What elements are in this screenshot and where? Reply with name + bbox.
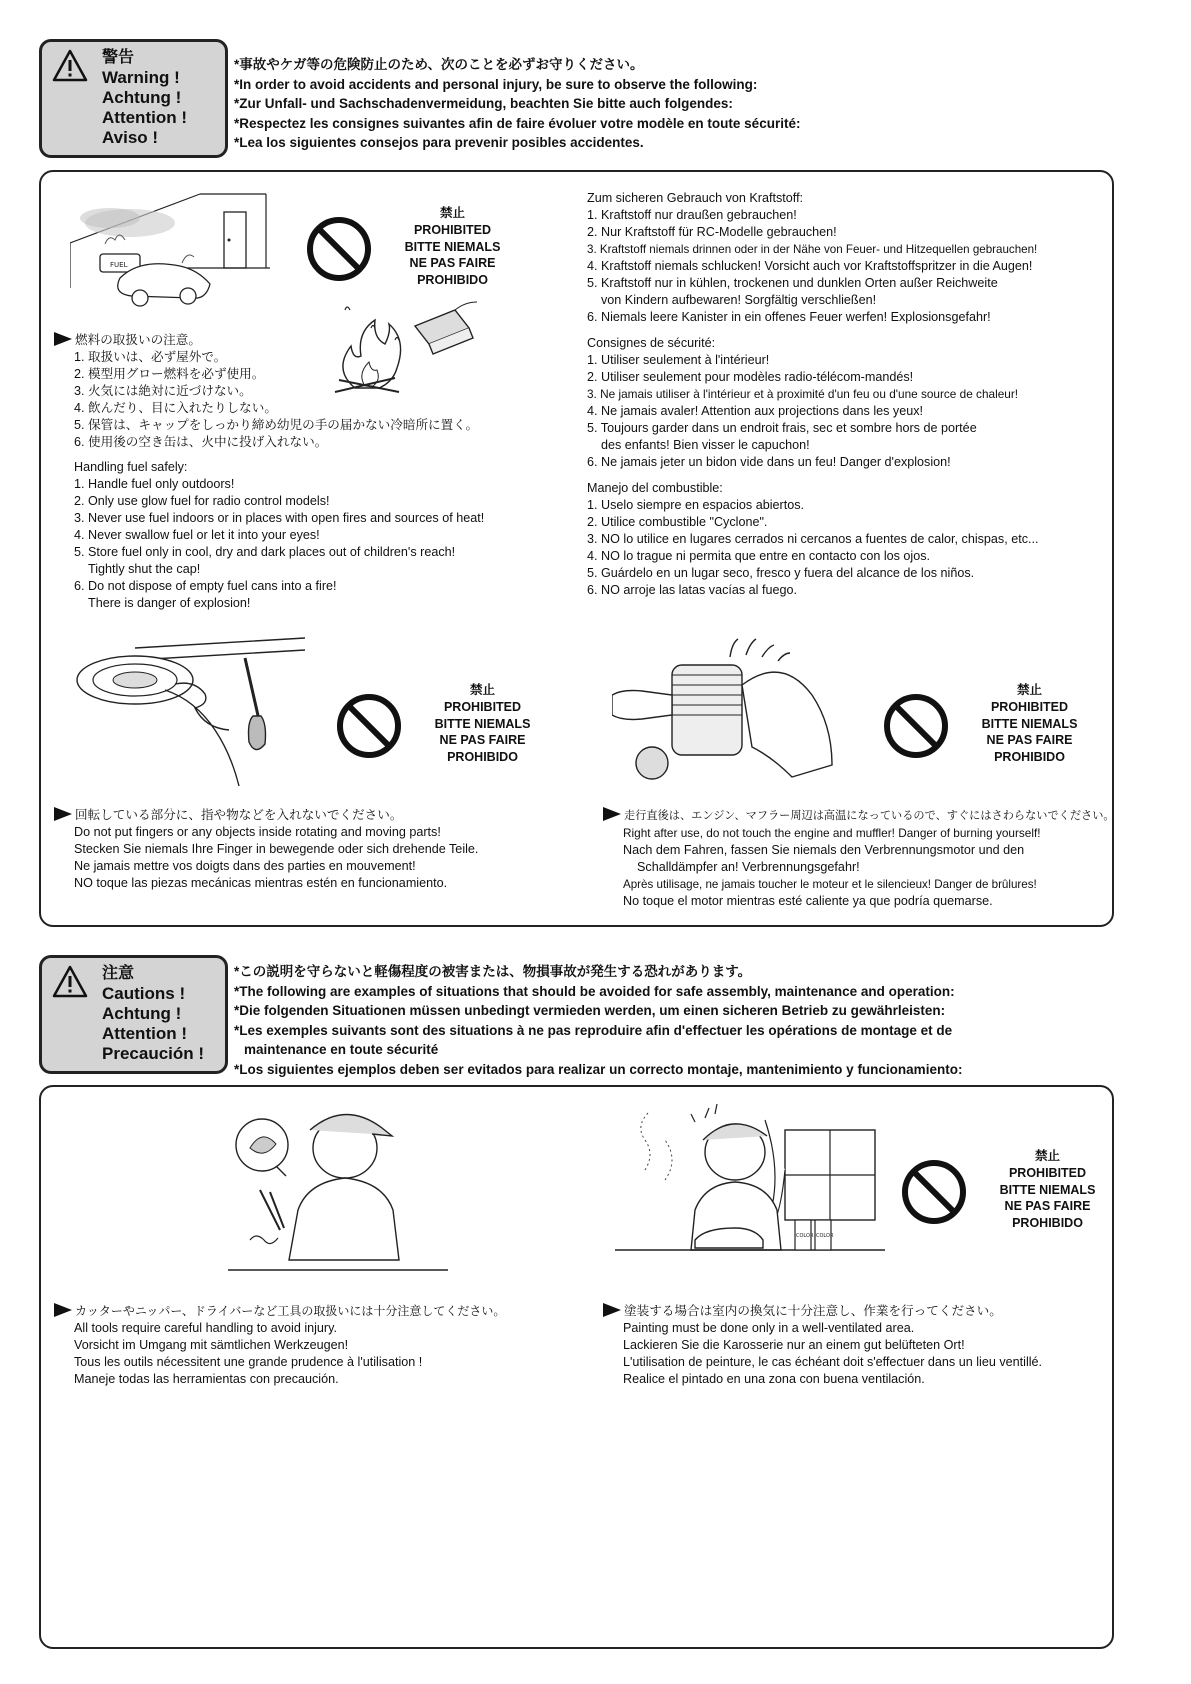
fuel-es-title: Manejo del combustible:: [587, 481, 723, 495]
prohibited-jp: 禁止: [469, 683, 495, 697]
caution-line: *この説明を守らないと軽傷程度の被害または、物損事故が発生する恐れがあります。: [234, 964, 752, 979]
hot-engine-en: Right after use, do not touch the engine and muffler! Danger of burning yourself!: [623, 826, 1041, 840]
hot-engine-de-cont: Schalldämpfer an! Verbrennungsgefahr!: [637, 860, 860, 874]
fuel-en-item: 5. Store fuel only in cool, dry and dark places out of children's reach!: [74, 545, 456, 559]
painting-es: Realice el pintado en una zona con buena ventilación.: [623, 1372, 925, 1386]
fuel-en-item: 2. Only use glow fuel for radio control models!: [74, 494, 330, 508]
caution-line: *Die folgenden Situationen müssen unbedingt vermieden werden, um einen sicheren Betrieb zu gewährleisten:: [234, 1003, 946, 1018]
caution-line: *Les exemples suivants sont des situations à ne pas reproduire afin d'effectuer les opérations de montage et de: [234, 1022, 953, 1038]
prohibited-jp: 禁止: [439, 206, 465, 220]
painting-de: Lackieren Sie die Karosserie nur an einem gut belüfteten Ort!: [623, 1338, 965, 1352]
tools-notice: [54, 1303, 505, 1388]
arrow-marker-icon: [603, 1303, 621, 1317]
arrow-marker-icon: [603, 807, 621, 821]
rotating-fr: Ne jamais mettre vos doigts dans des parties en mouvement!: [74, 859, 416, 873]
prohibited-sign-engine: [882, 682, 1102, 782]
fuel-jp-item: 1. 取扱いは、必ず屋外で。: [74, 350, 227, 364]
fuel-can-label: FUEL: [110, 261, 128, 269]
warning-line: *In order to avoid accidents and personal injury, be sure to observe the following:: [234, 76, 758, 92]
painting-fr: L'utilisation de peinture, le cas échéant doit s'effectuer dans un lieu ventillé.: [623, 1355, 1043, 1369]
fuel-de-item: 4. Kraftstoff niemals schlucken! Vorsicht auch vor Kraftstoffspritzer in die Augen!: [587, 259, 1033, 273]
prohibited-de: BITTE NIEMALS: [434, 716, 531, 731]
rotating-parts-illustration: [75, 630, 315, 790]
prohibited-es: PROHIBIDO: [1012, 1216, 1083, 1231]
rotating-de: Stecken Sie niemals Ihre Finger in bewegende oder sich drehende Teile.: [74, 842, 479, 856]
caution-label-es: Precaución !: [102, 1044, 205, 1063]
caution-label-fr: Attention !: [102, 1024, 187, 1043]
fuel-fr-item: 4. Ne jamais avaler! Attention aux projections dans les yeux!: [587, 404, 924, 418]
warning-label-de: Achtung !: [102, 88, 182, 107]
fuel-fr-title: Consignes de sécurité:: [587, 336, 716, 350]
fuel-de-item: 5. Kraftstoff nur in kühlen, trockenen und dunklen Orten außer Reichweite: [587, 276, 998, 290]
warning-triangle-icon: [52, 49, 88, 83]
fuel-fr-item: 1. Utiliser seulement à l'intérieur!: [587, 353, 770, 367]
painting-notice: [603, 1303, 1042, 1388]
prohibited-icon: [335, 692, 403, 760]
prohibited-en: PROHIBITED: [990, 699, 1069, 714]
prohibited-de: BITTE NIEMALS: [981, 716, 1078, 731]
fuel-de-item: 3. Kraftstoff niemals drinnen oder in der Nähe von Feuer- und Hitzequellen gebrauchen!: [587, 243, 1038, 256]
prohibited-fr: NE PAS FAIRE: [409, 256, 496, 271]
fuel-es-item: 5. Guárdelo en un lugar seco, fresco y fuera del alcance de los niños.: [587, 566, 975, 580]
caution-label-en: Cautions !: [102, 984, 186, 1003]
prohibited-fr: NE PAS FAIRE: [1004, 1199, 1091, 1214]
fuel-fr-item: 6. Ne jamais jeter un bidon vide dans un feu! Danger d'explosion!: [587, 455, 951, 469]
fuel-de-item: 6. Niemals leere Kanister in ein offenes Feuer werfen! Explosionsgefahr!: [587, 310, 991, 324]
warning-label-en: Warning !: [102, 68, 180, 87]
prohibited-jp: 禁止: [1016, 683, 1042, 697]
fuel-fr-item: 2. Utiliser seulement pour modèles radio-télécom-mandés!: [587, 370, 914, 384]
warning-label-jp: 警告: [102, 49, 135, 66]
hot-engine-notice: [603, 807, 1115, 910]
hot-engine-fr: Après utilisage, ne jamais toucher le moteur et le silencieux! Danger de brûlures!: [623, 878, 1037, 891]
rotating-en: Do not put fingers or any objects inside rotating and moving parts!: [74, 825, 441, 839]
warning-line: *事故やケガ等の危険防止のため、次のことを必ずお守りください。: [234, 57, 644, 72]
rotating-parts-notice: [54, 807, 478, 892]
fuel-fr-item: 3. Ne jamais utiliser à l'intérieur et à proximité d'un feu ou d'une source de chaleur!: [587, 387, 1019, 401]
fuel-es-item: 2. Utilice combustible "Cyclone".: [587, 515, 768, 529]
caution-triangle-icon: [52, 965, 88, 999]
warning-label-box: [39, 39, 228, 158]
warning-line: *Lea los siguientes consejos para prevenir posibles accidentes.: [234, 135, 644, 150]
fuel-es-item: 6. NO arroje las latas vacías al fuego.: [587, 583, 797, 597]
fuel-de-item: 1. Kraftstoff nur draußen gebrauchen!: [587, 208, 797, 222]
fuel-jp-item: 2. 模型用グロー燃料を必ず使用。: [74, 367, 265, 381]
hot-engine-es: No toque el motor mientras esté caliente ya que podría quemarse.: [623, 894, 993, 908]
caution-line: maintenance en toute sécurité: [244, 1042, 439, 1057]
tools-en: All tools require careful handling to avoid injury.: [74, 1321, 337, 1335]
caution-label-box: [39, 955, 228, 1074]
prohibited-fr: NE PAS FAIRE: [986, 733, 1073, 748]
rotating-jp: 回転している部分に、指や物などを入れないでください。: [75, 808, 403, 822]
paint-can-label: COLOR: [796, 1233, 814, 1239]
fuel-de-item: 2. Nur Kraftstoff für RC-Modelle gebrauchen!: [587, 225, 837, 239]
fuel-en-item: There is danger of explosion!: [88, 596, 251, 610]
fuel-jp-item: 5. 保管は、キャップをしっかり締め幼児の手の届かない冷暗所に置く。: [74, 418, 479, 432]
warning-label-es: Aviso !: [102, 128, 159, 147]
prohibited-jp: 禁止: [1034, 1149, 1060, 1163]
fuel-notes-en: [74, 459, 484, 612]
warning-line: *Respectez les consignes suivantes afin de faire évoluer votre modèle en toute sécurité:: [234, 115, 801, 131]
fuel-notes-multilang: [587, 190, 1039, 599]
caution-label-jp: 注意: [102, 965, 135, 982]
fuel-en-item: Tightly shut the cap!: [88, 562, 201, 576]
tools-illustration: [210, 1100, 450, 1280]
tools-jp: カッターやニッパー、ドライバーなど工具の取扱いには十分注意してください。: [75, 1304, 506, 1318]
fuel-en-item: 4. Never swallow fuel or let it into your eyes!: [74, 528, 320, 542]
arrow-marker-icon: [54, 332, 72, 346]
fuel-de-title: Zum sicheren Gebrauch von Kraftstoff:: [587, 191, 804, 205]
caution-line: *Los siguientes ejemplos deben ser evitados para realizar un correcto montaje, mantenimiento y funcionamiento:: [234, 1061, 963, 1077]
arrow-marker-icon: [54, 807, 72, 821]
prohibited-es: PROHIBIDO: [994, 750, 1065, 765]
fuel-jp-item: 6. 使用後の空き缶は、火中に投げ入れない。: [74, 435, 328, 449]
fuel-jp-item: 3. 火気には絶対に近づけない。: [74, 384, 252, 398]
prohibited-fr: NE PAS FAIRE: [439, 733, 526, 748]
hot-engine-illustration: [612, 635, 852, 795]
caution-line: *The following are examples of situations that should be avoided for safe assembly, maintenance and operation:: [234, 983, 955, 999]
prohibited-icon: [305, 215, 373, 283]
painting-en: Painting must be done only in a well-ventilated area.: [623, 1321, 915, 1335]
fuel-notes-jp: [54, 332, 478, 451]
hot-engine-de: Nach dem Fahren, fassen Sie niemals den Verbrennungsmotor und den: [623, 843, 1025, 857]
tools-de: Vorsicht im Umgang mit sämtlichen Werkzeugen!: [74, 1338, 349, 1352]
tools-fr: Tous les outils nécessitent une grande prudence à l'utilisation !: [74, 1355, 423, 1369]
hot-engine-jp: 走行直後は、エンジン、マフラー周辺は高温になっているので、すぐにはさわらないでください。: [624, 810, 1115, 822]
rotating-es: NO toque las piezas mecánicas mientras estén en funcionamiento.: [74, 876, 448, 890]
prohibited-en: PROHIBITED: [443, 699, 522, 714]
paint-can-label: COLOR: [816, 1233, 834, 1239]
warning-line: *Zur Unfall- und Sachschadenvermeidung, beachten Sie bitte auch folgendes:: [234, 96, 733, 111]
painting-jp: 塗装する場合は室内の換気に十分注意し、作業を行ってください。: [624, 1304, 1002, 1318]
fuel-en-item: 1. Handle fuel only outdoors!: [74, 477, 235, 491]
tools-es: Maneje todas las herramientas con precaución.: [74, 1372, 339, 1386]
fuel-es-item: 3. NO lo utilice en lugares cerrados ni cercanos a fuentes de calor, chispas, etc...: [587, 532, 1039, 546]
warning-intro: [234, 55, 800, 153]
prohibited-es: PROHIBIDO: [417, 273, 488, 288]
painting-illustration: [615, 1100, 885, 1280]
prohibited-sign-fuel: [305, 205, 525, 305]
fuel-en-item: 6. Do not dispose of empty fuel cans into a fire!: [74, 579, 337, 593]
prohibited-icon: [882, 692, 950, 760]
fuel-de-item: von Kindern aufbewaren! Sorgfältig verschließen!: [601, 293, 877, 307]
prohibited-es: PROHIBIDO: [447, 750, 518, 765]
arrow-marker-icon: [54, 1303, 72, 1317]
prohibited-en: PROHIBITED: [1008, 1165, 1087, 1180]
fuel-es-item: 1. Uselo siempre en espacios abiertos.: [587, 498, 805, 512]
prohibited-icon: [900, 1158, 968, 1226]
fuel-es-item: 4. NO lo trague ni permita que entre en contacto con los ojos.: [587, 549, 931, 563]
prohibited-de: BITTE NIEMALS: [404, 239, 501, 254]
fuel-en-title: Handling fuel safely:: [74, 460, 188, 474]
fuel-jp-title: 燃料の取扱いの注意。: [75, 333, 201, 347]
caution-intro: [234, 962, 962, 1079]
caution-label-de: Achtung !: [102, 1004, 182, 1023]
prohibited-sign-painting: [900, 1148, 1120, 1248]
prohibited-sign-rotating: [335, 682, 555, 782]
fuel-indoor-illustration: [70, 188, 270, 318]
warning-label-fr: Attention !: [102, 108, 187, 127]
fuel-fr-item: des enfants! Bien visser le capuchon!: [601, 438, 810, 452]
fuel-en-item: 3. Never use fuel indoors or in places with open fires and sources of heat!: [74, 511, 485, 525]
fuel-jp-item: 4. 飲んだり、目に入れたりしない。: [74, 401, 277, 415]
fuel-fr-item: 5. Toujours garder dans un endroit frais, sec et sombre hors de portée: [587, 421, 977, 435]
prohibited-de: BITTE NIEMALS: [999, 1182, 1096, 1197]
prohibited-en: PROHIBITED: [413, 222, 492, 237]
